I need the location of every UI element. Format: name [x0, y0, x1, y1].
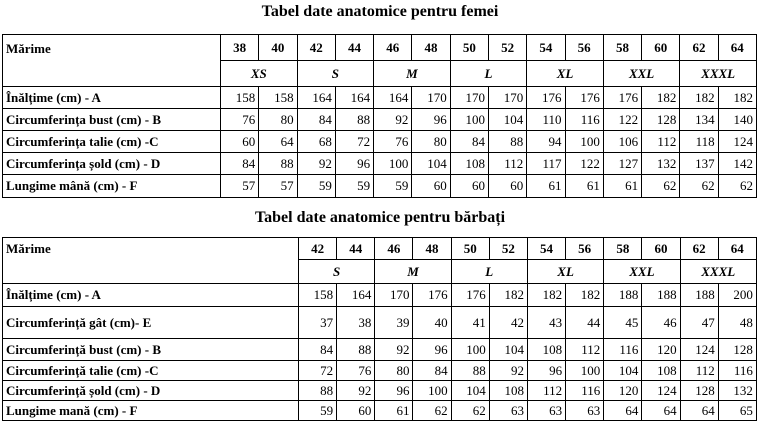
- measurement-value: 124: [642, 381, 680, 401]
- measurement-value: 60: [337, 401, 375, 421]
- size-number: 58: [604, 238, 642, 260]
- size-number: 48: [413, 238, 451, 260]
- measurement-value: 40: [413, 307, 451, 339]
- measurement-value: 88: [451, 361, 489, 381]
- measurement-value: 63: [566, 401, 604, 421]
- size-letter: S: [299, 260, 375, 284]
- measurement-row: [3, 361, 757, 381]
- size-number: 46: [374, 35, 412, 61]
- measurement-value: 47: [680, 307, 718, 339]
- measurement-value: 80: [259, 109, 297, 131]
- size-letter: XL: [527, 260, 603, 284]
- measurement-value: 94: [527, 131, 565, 153]
- measurement-value: 122: [565, 153, 603, 175]
- measurement-value: 164: [335, 87, 373, 109]
- measurement-value: 92: [297, 153, 335, 175]
- measurement-value: 76: [221, 109, 259, 131]
- measurement-label: Lungime mână (cm) - F: [3, 175, 221, 198]
- size-number: 48: [412, 35, 450, 61]
- size-number: 50: [451, 238, 489, 260]
- measurement-value: 72: [335, 131, 373, 153]
- measurement-value: 42: [489, 307, 527, 339]
- measurement-label: Înălțime (cm) - A: [3, 284, 299, 307]
- size-letter: S: [297, 61, 374, 87]
- measurement-value: 96: [527, 361, 565, 381]
- measurement-label: Circumferința talie (cm) -C: [3, 131, 221, 153]
- measurement-value: 116: [604, 339, 642, 361]
- measurement-value: 112: [680, 361, 718, 381]
- size-number: 40: [259, 35, 297, 61]
- measurement-value: 38: [337, 307, 375, 339]
- measurement-value: 62: [680, 175, 718, 198]
- measurement-value: 59: [299, 401, 337, 421]
- size-number: 58: [603, 35, 641, 61]
- measurement-value: 92: [375, 339, 413, 361]
- measurement-value: 182: [680, 87, 718, 109]
- measurement-value: 128: [680, 381, 718, 401]
- measurement-value: 158: [299, 284, 337, 307]
- size-number: 60: [642, 238, 680, 260]
- measurement-value: 59: [297, 175, 335, 198]
- measurement-value: 128: [718, 339, 756, 361]
- measurement-value: 164: [297, 87, 335, 109]
- measurement-value: 96: [335, 153, 373, 175]
- size-number: 42: [297, 35, 335, 61]
- measurement-value: 106: [603, 131, 641, 153]
- measurement-label: Înălțime (cm) - A: [3, 87, 221, 109]
- measurement-label: Circumferință talie (cm) -C: [3, 361, 299, 381]
- measurement-value: 170: [412, 87, 450, 109]
- size-number: 62: [680, 35, 718, 61]
- size-number: 60: [642, 35, 680, 61]
- measurement-value: 182: [527, 284, 565, 307]
- measurement-value: 122: [603, 109, 641, 131]
- measurement-value: 84: [450, 131, 488, 153]
- measurement-value: 140: [718, 109, 756, 131]
- measurement-value: 142: [718, 153, 756, 175]
- measurement-value: 100: [566, 361, 604, 381]
- measurement-value: 117: [527, 153, 565, 175]
- measurement-value: 134: [680, 109, 718, 131]
- measurement-value: 132: [642, 153, 680, 175]
- measurement-value: 41: [451, 307, 489, 339]
- size-corner-label: Mărime: [3, 238, 299, 284]
- measurement-value: 100: [413, 381, 451, 401]
- measurement-value: 116: [718, 361, 756, 381]
- measurement-value: 100: [451, 339, 489, 361]
- measurement-value: 108: [527, 339, 565, 361]
- measurement-value: 45: [604, 307, 642, 339]
- measurement-value: 176: [451, 284, 489, 307]
- measurement-label: Circumferința șold (cm) - D: [3, 153, 221, 175]
- size-letter: L: [451, 260, 527, 284]
- measurement-label: Circumferință șold (cm) - D: [3, 381, 299, 401]
- measurement-value: 176: [413, 284, 451, 307]
- measurement-value: 62: [718, 175, 756, 198]
- men-table-title: Tabel date anatomice pentru bărbați: [254, 209, 506, 226]
- measurement-value: 112: [488, 153, 526, 175]
- size-letter: XXL: [604, 260, 680, 284]
- measurement-value: 120: [642, 339, 680, 361]
- measurement-value: 60: [412, 175, 450, 198]
- measurement-value: 170: [375, 284, 413, 307]
- size-number: 44: [337, 238, 375, 260]
- size-letter: XL: [527, 61, 604, 87]
- size-letter: XXXL: [680, 61, 757, 87]
- measurement-label: Circumferință gât (cm)- E: [3, 307, 299, 339]
- measurement-value: 127: [603, 153, 641, 175]
- measurement-value: 124: [718, 131, 756, 153]
- measurement-value: 65: [718, 401, 756, 421]
- measurement-value: 96: [375, 381, 413, 401]
- measurement-value: 72: [299, 361, 337, 381]
- measurement-value: 63: [527, 401, 565, 421]
- measurement-value: 158: [259, 87, 297, 109]
- measurement-value: 132: [718, 381, 756, 401]
- measurement-value: 188: [642, 284, 680, 307]
- measurement-value: 176: [603, 87, 641, 109]
- measurement-value: 88: [488, 131, 526, 153]
- measurement-value: 37: [299, 307, 337, 339]
- measurement-value: 100: [565, 131, 603, 153]
- measurement-value: 100: [374, 153, 412, 175]
- measurement-value: 59: [374, 175, 412, 198]
- measurement-value: 116: [566, 381, 604, 401]
- measurement-value: 104: [488, 109, 526, 131]
- size-number: 44: [335, 35, 373, 61]
- measurement-value: 108: [489, 381, 527, 401]
- size-letter: M: [375, 260, 451, 284]
- measurement-row: [3, 87, 757, 109]
- measurement-row: [3, 284, 757, 307]
- measurement-value: 76: [337, 361, 375, 381]
- measurement-value: 68: [297, 131, 335, 153]
- measurement-value: 112: [527, 381, 565, 401]
- measurement-value: 80: [375, 361, 413, 381]
- size-number: 64: [718, 238, 756, 260]
- measurement-value: 188: [604, 284, 642, 307]
- measurement-value: 182: [489, 284, 527, 307]
- measurement-row: [3, 131, 757, 153]
- measurement-value: 104: [412, 153, 450, 175]
- measurement-value: 44: [566, 307, 604, 339]
- measurement-value: 57: [259, 175, 297, 198]
- measurement-value: 61: [603, 175, 641, 198]
- size-number: 56: [565, 35, 603, 61]
- measurement-value: 84: [221, 153, 259, 175]
- measurement-value: 158: [221, 87, 259, 109]
- measurement-row: [3, 381, 757, 401]
- measurement-value: 92: [489, 361, 527, 381]
- size-number: 54: [527, 238, 565, 260]
- size-number: 52: [489, 238, 527, 260]
- measurement-value: 96: [412, 109, 450, 131]
- measurement-value: 170: [488, 87, 526, 109]
- measurement-value: 112: [566, 339, 604, 361]
- measurement-value: 110: [527, 109, 565, 131]
- measurement-value: 92: [374, 109, 412, 131]
- measurement-value: 104: [451, 381, 489, 401]
- measurement-value: 188: [680, 284, 718, 307]
- measurement-value: 61: [375, 401, 413, 421]
- size-number-row: [3, 35, 757, 61]
- men-size-table: [2, 237, 757, 421]
- measurement-value: 57: [221, 175, 259, 198]
- size-number: 50: [450, 35, 488, 61]
- measurement-value: 104: [604, 361, 642, 381]
- measurement-value: 80: [412, 131, 450, 153]
- size-letter: XXL: [603, 61, 680, 87]
- size-number: 56: [566, 238, 604, 260]
- size-number: 64: [718, 35, 756, 61]
- measurement-row: [3, 175, 757, 198]
- measurement-row: [3, 109, 757, 131]
- measurement-value: 104: [489, 339, 527, 361]
- measurement-value: 64: [259, 131, 297, 153]
- size-number: 46: [375, 238, 413, 260]
- measurement-value: 84: [297, 109, 335, 131]
- measurement-value: 43: [527, 307, 565, 339]
- measurement-value: 88: [337, 339, 375, 361]
- size-letter: M: [374, 61, 451, 87]
- measurement-value: 108: [450, 153, 488, 175]
- measurement-value: 182: [642, 87, 680, 109]
- measurement-value: 128: [642, 109, 680, 131]
- measurement-value: 60: [450, 175, 488, 198]
- women-size-table: [2, 34, 757, 198]
- measurement-value: 62: [413, 401, 451, 421]
- measurement-value: 137: [680, 153, 718, 175]
- size-number-row: [3, 238, 757, 260]
- size-number: 54: [527, 35, 565, 61]
- measurement-value: 120: [604, 381, 642, 401]
- measurement-row: [3, 307, 757, 339]
- size-number: 42: [299, 238, 337, 260]
- measurement-value: 39: [375, 307, 413, 339]
- measurement-value: 46: [642, 307, 680, 339]
- measurement-value: 176: [565, 87, 603, 109]
- measurement-label: Circumferință bust (cm) - B: [3, 339, 299, 361]
- women-table-title: Tabel date anatomice pentru femei: [261, 3, 499, 20]
- measurement-value: 61: [565, 175, 603, 198]
- measurement-value: 64: [604, 401, 642, 421]
- size-number: 38: [221, 35, 259, 61]
- measurement-label: Circumferința bust (cm) - B: [3, 109, 221, 131]
- measurement-value: 164: [337, 284, 375, 307]
- measurement-value: 100: [450, 109, 488, 131]
- size-letter: XXXL: [680, 260, 756, 284]
- measurement-row: [3, 339, 757, 361]
- measurement-value: 61: [527, 175, 565, 198]
- measurement-value: 62: [451, 401, 489, 421]
- measurement-value: 64: [680, 401, 718, 421]
- measurement-value: 124: [680, 339, 718, 361]
- measurement-value: 84: [413, 361, 451, 381]
- measurement-value: 92: [337, 381, 375, 401]
- measurement-value: 200: [718, 284, 756, 307]
- measurement-value: 60: [488, 175, 526, 198]
- measurement-value: 182: [718, 87, 756, 109]
- measurement-value: 118: [680, 131, 718, 153]
- measurement-value: 116: [565, 109, 603, 131]
- measurement-value: 176: [527, 87, 565, 109]
- measurement-value: 96: [413, 339, 451, 361]
- measurement-row: [3, 153, 757, 175]
- size-letter: XS: [221, 61, 298, 87]
- measurement-value: 164: [374, 87, 412, 109]
- measurement-value: 108: [642, 361, 680, 381]
- size-number: 52: [488, 35, 526, 61]
- measurement-value: 59: [335, 175, 373, 198]
- measurement-value: 84: [299, 339, 337, 361]
- measurement-value: 88: [259, 153, 297, 175]
- measurement-value: 170: [450, 87, 488, 109]
- measurement-label: Lungime mană (cm) - F: [3, 401, 299, 421]
- measurement-value: 62: [642, 175, 680, 198]
- size-letter: L: [450, 61, 527, 87]
- measurement-value: 88: [299, 381, 337, 401]
- size-number: 62: [680, 238, 718, 260]
- measurement-value: 63: [489, 401, 527, 421]
- measurement-value: 182: [566, 284, 604, 307]
- measurement-value: 64: [642, 401, 680, 421]
- measurement-value: 60: [221, 131, 259, 153]
- size-corner-label: Mărime: [3, 35, 221, 87]
- measurement-value: 88: [335, 109, 373, 131]
- measurement-value: 112: [642, 131, 680, 153]
- measurement-value: 76: [374, 131, 412, 153]
- measurement-row: [3, 401, 757, 421]
- measurement-value: 48: [718, 307, 756, 339]
